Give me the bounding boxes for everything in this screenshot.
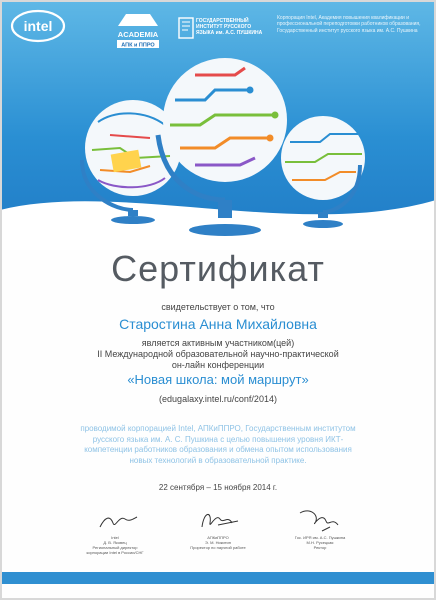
event-line-1: II Международной образовательной научно-практической — [97, 349, 339, 359]
academia-logo-subtext: АПК и ППРО — [121, 42, 155, 49]
academia-logo-text: ACADEMIA — [117, 30, 159, 39]
testifies-line: свидетельствует о том, что — [161, 302, 275, 312]
intel-logo — [10, 8, 66, 44]
event-dates: 22 сентября – 15 ноября 2014 г. — [158, 483, 278, 492]
signature-apkippro-caption: АПКиППРО Э. М. Никитин Проректор по научной работе — [190, 535, 246, 550]
signature-pushkin-institute-mark — [260, 505, 380, 535]
footer-bar — [0, 572, 436, 584]
header-banner — [0, 0, 436, 250]
event-line-2: он-лайн конференции — [171, 360, 265, 370]
certificate-description: проводимой корпорацией Intel, АПКиППРО, Государственным институтом русского языка им. А. С. Пушкина с целью повышения уровня ИКТ-компетенции работников образования и обмена опытом использования новых технологий в образовательной практике. — [80, 424, 356, 465]
svg-text:intel: intel — [23, 18, 53, 34]
signature-intel-caption: Intel Д. В. Яковец Региональный директор корпорации Intel в России/СНГ — [86, 535, 144, 555]
organizers-note: Корпорация Intel, Академия повышения квалификации и профессиональной переподготовки работников образования, Государственный институт русского языка им. А.С. Пушкина — [277, 15, 421, 34]
pushkin-institute-logo-text: ГОСУДАРСТВЕННЫЙ ИНСТИТУТ РУССКОГО ЯЗЫКА им. А.С. ПУШКИНА — [196, 18, 263, 36]
recipient-name: Старостина Анна Михайловна — [119, 316, 317, 332]
right-globe — [281, 116, 365, 228]
role-line: является активным участником(цей) — [141, 338, 295, 348]
center-globe — [158, 58, 287, 236]
conference-url: (edugalaxy.intel.ru/conf/2014) — [159, 394, 277, 404]
globes-illustration — [0, 40, 436, 250]
signature-intel — [55, 505, 175, 565]
conference-name: «Новая школа: мой маршрут» — [127, 372, 309, 387]
signature-intel-mark — [55, 505, 175, 535]
certificate-title: Сертификат — [111, 248, 325, 289]
signature-pushkin-institute-caption: Гос. ИРЯ им. А.С. Пушкина М.Н. Русецкая Ректор — [294, 535, 346, 550]
signature-pushkin-institute — [260, 505, 380, 565]
